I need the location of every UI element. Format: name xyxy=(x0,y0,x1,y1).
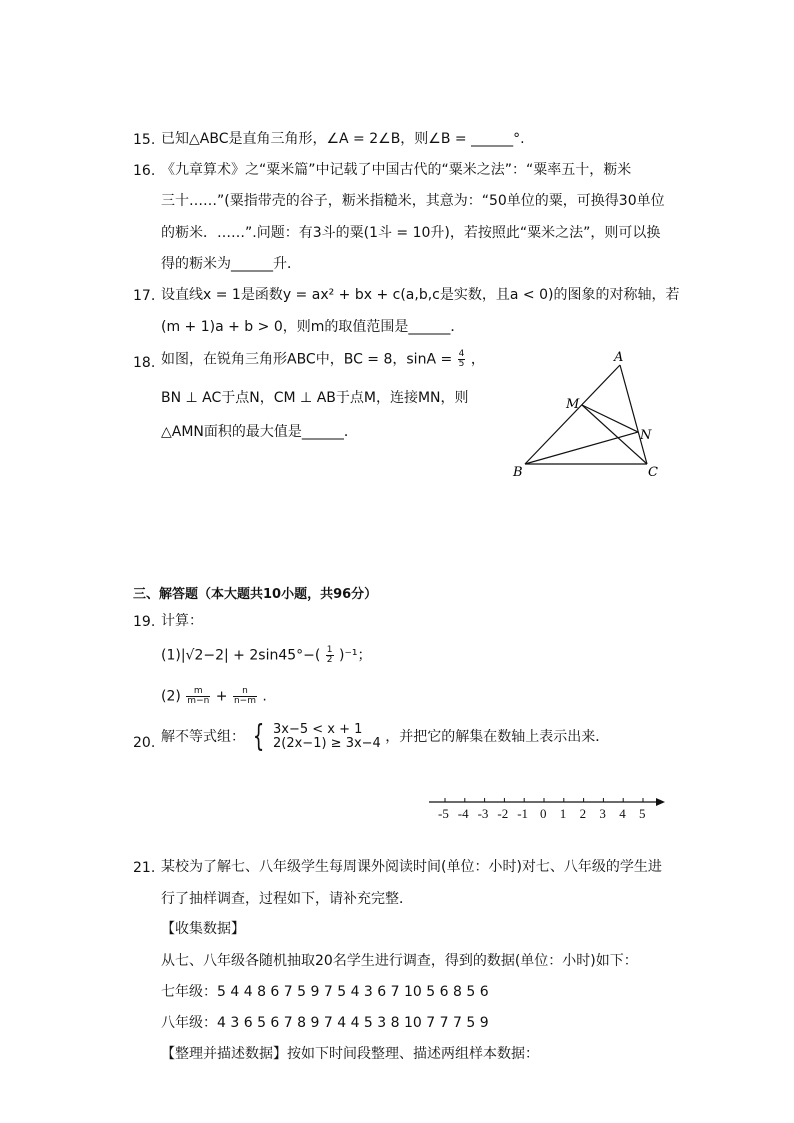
grade-7-data: 七年级：5 4 4 8 6 7 5 9 7 5 4 3 6 7 10 5 6 8 5 6 xyxy=(161,984,489,1000)
tick-label: 3 xyxy=(599,806,606,821)
q19-p2-pre: (2) xyxy=(161,688,181,705)
label-b: B xyxy=(513,465,523,480)
question-20-text xyxy=(161,719,610,754)
side-ab xyxy=(525,365,620,464)
question-18-line-1-pre: 如图，在锐角三角形ABC中，BC = 8，sinA = xyxy=(161,351,453,368)
inequality-2: 2(2x−1) ≥ 3x−4 xyxy=(273,736,381,751)
question-15-text: 已知△ABC是直角三角形，∠A = 2∠B，则∠B = ______°. xyxy=(161,131,525,147)
label-m: M xyxy=(566,397,580,412)
tick-label: -1 xyxy=(517,806,529,821)
question-19-part-2 xyxy=(161,687,267,706)
q19-p1-fraction xyxy=(326,646,334,665)
sin-a-fraction xyxy=(458,350,466,369)
collect-data-description: 从七、八年级各随机抽取20名学生进行调查，得到的数据(单位：小时)如下： xyxy=(161,953,638,969)
q19-p2-fraction-a xyxy=(186,687,210,706)
question-17-number: 17. xyxy=(133,288,156,304)
question-18-line-2: BN ⊥ AC于点N，CM ⊥ AB于点M，连接MN，则 xyxy=(161,390,469,406)
q19-p1-post: )⁻¹； xyxy=(338,647,372,664)
segment-mn xyxy=(582,405,638,432)
q19-p1-pre: (1)|√2−2| + 2sin45°−( xyxy=(161,647,321,664)
tick-label: -5 xyxy=(438,806,449,821)
inequality-1: 3x−5 < x + 1 xyxy=(273,722,363,737)
sin-a-numerator: 4 xyxy=(458,349,465,359)
q19-p2-plus: + xyxy=(215,688,228,705)
arrow-head-icon xyxy=(656,798,665,806)
q19-p1-denominator: 2 xyxy=(326,655,333,665)
tick-label: -2 xyxy=(497,806,509,821)
tick-label: -3 xyxy=(477,806,489,821)
question-19-part-1 xyxy=(161,646,371,665)
organize-data-text: 【整理并描述数据】按如下时间段整理、描述两组样本数据： xyxy=(161,1046,539,1062)
inequality-system xyxy=(273,723,381,751)
question-16-number: 16. xyxy=(133,163,156,179)
question-20-number: 20. xyxy=(133,735,156,751)
question-16-line-1: 《九章算术》之“粟米篇”中记载了中国古代的“粟米之法”：“粟率五十，粝米 xyxy=(161,162,632,178)
q19-p2-post: . xyxy=(262,688,267,705)
triangle-figure xyxy=(505,347,675,482)
question-21-line-2: 行了抽样调查，过程如下，请补充完整． xyxy=(161,891,413,907)
question-16-line-3: 的粝米．……”.问题：有3斗的粟(1斗 = 10升)，若按照此“粟米之法”，则可以换 xyxy=(161,225,661,241)
tick-label: -4 xyxy=(457,806,469,821)
q19-p2-b-denominator: n−m xyxy=(233,696,256,706)
q19-p2-a-denominator: m−n xyxy=(187,696,210,706)
question-15-number: 15. xyxy=(133,132,156,148)
label-c: C xyxy=(648,465,658,480)
question-17-line-2: (m + 1)a + b > 0，则m的取值范围是______． xyxy=(161,319,465,335)
grade-8-data: 八年级：4 3 6 5 6 7 8 9 7 4 4 5 3 8 10 7 7 7 5 9 xyxy=(161,1015,489,1031)
q19-p2-a-numerator: m xyxy=(186,687,210,697)
collect-data-title: 【收集数据】 xyxy=(161,921,245,937)
tick-label: 4 xyxy=(619,806,626,821)
q19-p2-b-numerator: n xyxy=(233,687,257,697)
question-16-line-2: 三十……”(粟指带壳的谷子，粝米指糙米，其意为：“50单位的粟，可换得30单位 xyxy=(161,193,665,209)
label-n: N xyxy=(640,428,652,443)
question-18-number: 18. xyxy=(133,355,156,371)
tick-label: 1 xyxy=(559,806,567,821)
system-brace: { xyxy=(253,719,265,754)
q19-p1-numerator: 1 xyxy=(326,645,333,655)
tick-label: 2 xyxy=(579,806,587,821)
q20-post: ，并把它的解集在数轴上表示出来． xyxy=(385,729,610,745)
question-18-line-1-post: ， xyxy=(470,351,485,368)
question-18-line-3: △AMN面积的最大值是______． xyxy=(161,424,358,440)
segment-bn xyxy=(525,432,638,464)
tick-label: 5 xyxy=(639,806,646,821)
label-a: A xyxy=(614,350,624,365)
question-19-number: 19. xyxy=(133,614,156,630)
question-21-line-1: 某校为了解七、八年级学生每周课外阅读时间(单位：小时)对七、八年级的学生进 xyxy=(161,859,662,875)
q19-p2-fraction-b xyxy=(233,687,257,706)
sin-a-denominator: 5 xyxy=(458,359,465,369)
side-ac xyxy=(620,365,647,464)
question-21-number: 21. xyxy=(133,860,156,876)
question-19-intro: 计算： xyxy=(161,613,203,629)
segment-cm xyxy=(582,405,647,464)
question-18-line-1 xyxy=(161,350,485,369)
question-17-line-1: 设直线x = 1是函数y = ax² + bx + c(a,b,c是实数，且a < 0)的图象的对称轴，若 xyxy=(161,287,680,303)
tick-label: 0 xyxy=(540,806,547,821)
section-3-title: 三、解答题（本大题共10小题，共96分） xyxy=(133,587,378,602)
q20-pre: 解不等式组： xyxy=(161,729,245,745)
question-16-line-4: 得的粝米为______升． xyxy=(161,256,301,272)
